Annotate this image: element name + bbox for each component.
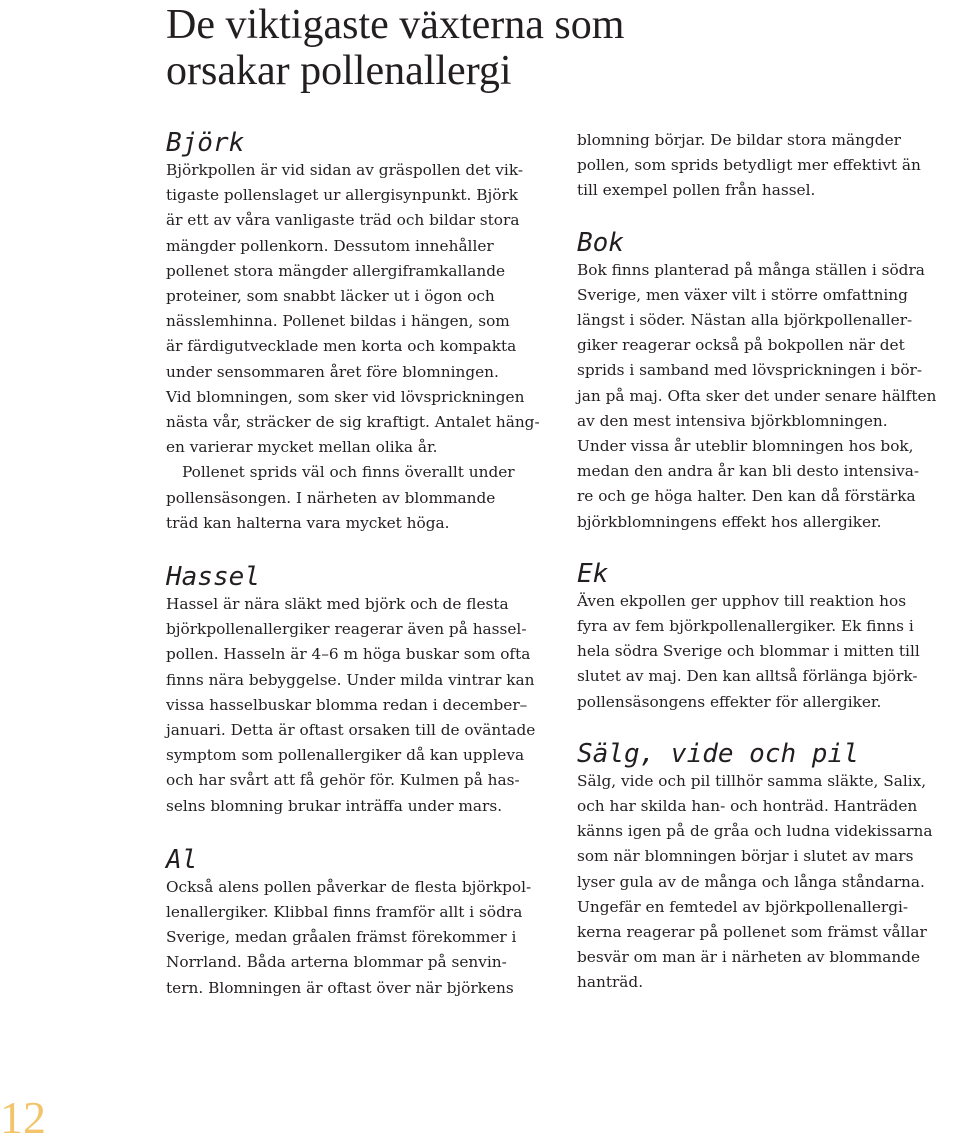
section-salg bbox=[577, 739, 960, 996]
paragraph-al-1: Också alens pollen påverkar de flesta björkpol- lenallergiker. Klibbal finns framför allt i södra Sverige, medan gråalen främst förekommer i Norrland. Båda arterna blommar på senvin- tern. Blomningen är oftast över när björkens bbox=[166, 877, 532, 997]
heading-salg: Sälg, vide och pil bbox=[577, 738, 859, 769]
page-number: 12 bbox=[0, 1092, 46, 1143]
section-bok bbox=[577, 228, 960, 535]
paragraph-salg-1: Sälg, vide och pil tillhör samma släkte, Salix, och har skilda han- och honträd. Hanträden känns igen på de gråa och ludna videkissarna som när blomningen börjar i slutet av mars lyser gula av de många och långa ståndarna. Ungefär en femtedel av björkpollenallergi- kerna reagerar på pollenet som främst vållar besvär om man är i närheten av blommande hanträd. bbox=[577, 771, 933, 992]
section-al bbox=[166, 845, 558, 1001]
paragraph-bjork-1: Björkpollen är vid sidan av gräspollen det vik- tigaste pollenslaget ur allergisynpunkt. Björk är ett av våra vanligaste träd och bildar stora mängder pollenkorn. Dessutom innehåller pollenet stora mängder allergiframkallande proteiner, som snabbt läcker ut i ögon och nässlemhinna. Pollenet bildas i hängen, som är färdigutvecklade men korta och kompakta under sensommaren året före blomningen. Vid blomningen, som sker vid lövsprickningen nästa vår, sträcker de sig kraftigt. Antalet häng- en varierar mycket mellan olika år. bbox=[166, 161, 540, 457]
paragraph-bjork-2: Pollenet sprids väl och finns överallt under pollensäsongen. I närheten av blommande träd kan halterna vara mycket höga. bbox=[166, 463, 515, 532]
section-hassel bbox=[166, 562, 558, 819]
paragraph-hassel-1: Hassel är nära släkt med björk och de flesta björkpollenallergiker reagerar även på hassel- pollen. Hasseln är 4–6 m höga buskar som ofta finns nära bebyggelse. Under milda vintrar kan vissa hasselbuskar blomma redan i december– januari. Detta är oftast orsaken till de oväntade symptom som pollenallergiker då kan uppleva och har svårt att få gehör för. Kulmen på has- selns blomning brukar inträffa under mars. bbox=[166, 595, 536, 815]
heading-al: Al bbox=[166, 844, 198, 875]
heading-bok: Bok bbox=[577, 227, 624, 258]
section-bjork bbox=[166, 128, 558, 536]
section-al-continued bbox=[577, 128, 960, 204]
left-column bbox=[166, 128, 558, 1001]
paragraph-bok-1: Bok finns planterad på många ställen i södra Sverige, men växer vilt i större omfattning längst i söder. Nästan alla björkpollenaller- giker reagerar också på bokpollen när det sprids i samband med lövsprickningen i bör- jan på maj. Ofta sker det under senare hälften av den mest intensiva björkblomningen. Under vissa år uteblir blomningen hos bok, medan den andra år kan bli desto intensiva- re och ge höga halter. Den kan då förstärka björkblomningens effekt hos allergiker. bbox=[577, 260, 937, 531]
page-title: De viktigaste växterna som orsakar pollenallergi bbox=[166, 2, 625, 94]
heading-bjork: Björk bbox=[166, 128, 245, 158]
paragraph-al-continued: blomning börjar. De bildar stora mängder pollen, som sprids betydligt mer effektivt än till exempel pollen från hassel. bbox=[577, 131, 921, 200]
right-column bbox=[577, 128, 960, 996]
heading-ek: Ek bbox=[577, 558, 609, 589]
paragraph-ek-1: Även ekpollen ger upphov till reaktion hos fyra av fem björkpollenallergiker. Ek finns i hela södra Sverige och blommar i mitten till slutet av maj. Den kan alltså förlänga björk- pollensäsongens effekter för allergiker. bbox=[577, 591, 920, 711]
section-ek bbox=[577, 559, 960, 715]
heading-hassel: Hassel bbox=[166, 562, 260, 593]
